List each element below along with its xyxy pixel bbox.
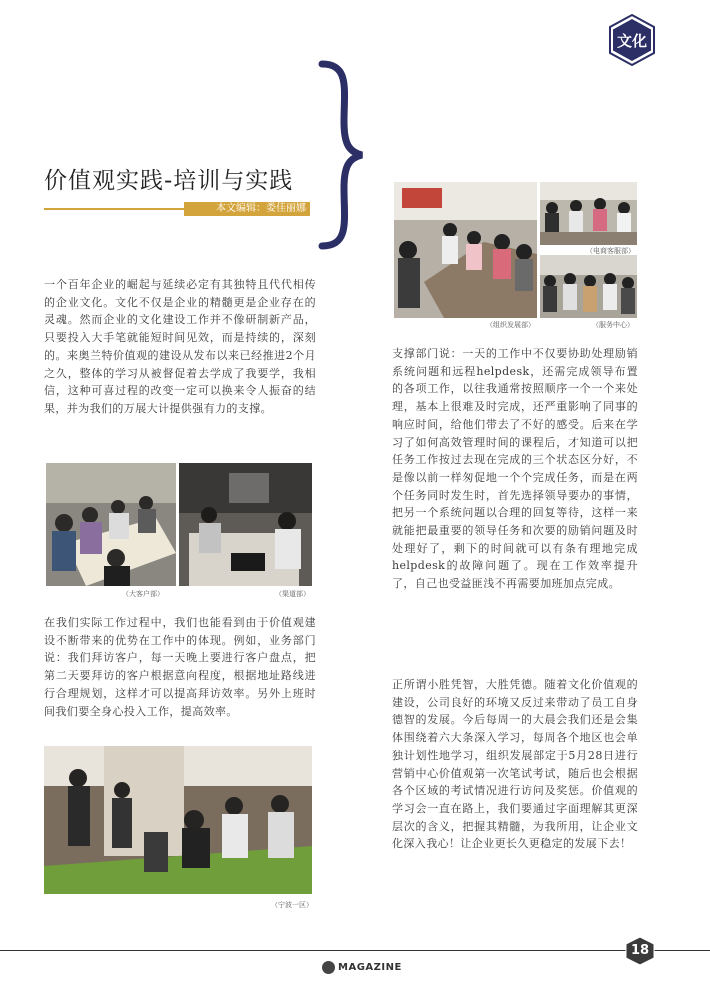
page-number-badge <box>624 936 656 966</box>
page-number: 18 <box>630 943 650 958</box>
caption-org-dev-dept: （组织发展部） <box>486 321 535 329</box>
caption-ecommerce-cs-dept: （电商客服部） <box>586 247 635 255</box>
right-paragraph-2: 正所谓小胜凭智，大胜凭德。随着文化价值观的建设，公司良好的环境又反过来带动了员工自身德智的发展。今后每周一的大晨会我们还是会集体围绕着六大条深入学习，每周各个地区也会单独计划性地学习，组织发展部定于5月28日进行营销中心价值观第一次笔试考试，随后也会根据各个区域的考试情况进行访问及奖惩。价值观的学习会一直在路上，我们要通过字面理解其更深层次的含义，把握其精髓，为我所用，让企业文化深入我心！让企业更长久更稳定的发展下去！ <box>392 678 638 851</box>
editor-bar <box>44 202 310 216</box>
photo-big-client-dept <box>46 463 176 586</box>
left-paragraph-2: 在我们实际工作过程中，我们也能看到由于价值观建设不断带来的优势在工作中的体现。例如，业务部门说：我们拜访客户，每一天晚上要进行客户盘点，把第二天要拜访的客户根据意向程度，根据地址路线进行合理规划，这样才可以提高拜访效率。另外上班时间我们要全身心投入工作，提高效率。 <box>44 616 316 718</box>
footer-divider <box>0 950 710 951</box>
magazine-wordmark: MAGAZINE <box>338 961 402 973</box>
photo-ningbo-district <box>44 746 312 894</box>
photo-service-center <box>540 255 637 318</box>
caption-channel-dept: （渠道部） <box>275 590 310 598</box>
photo-ecommerce-cs-dept <box>540 182 637 245</box>
photo-org-dev-dept <box>394 182 537 318</box>
caption-big-client-dept: （大客户部） <box>122 590 164 598</box>
caption-service-center: （服务中心） <box>592 321 634 329</box>
globe-icon <box>322 961 335 974</box>
left-paragraph-1: 一个百年企业的崛起与延续必定有其独特且代代相传的企业文化。文化不仅是企业的精髓更是企业存在的灵魂。然而企业的文化建设工作并不像研制新产品，只要投入大手笔就能短时间见效，而是持续的，深刻的。来奥兰特价值观的建设从发布以来已经推进2个月之久，整体的学习从被督促着去学成了我要学，我相信，这种可喜过程的改变一定可以换来令人振奋的结果，并为我们的万展大计提供强有力的支撑。 <box>44 278 316 415</box>
article-title: 价值观实践-培训与实践 <box>44 168 294 194</box>
section-badge <box>608 14 656 66</box>
magazine-logo <box>322 960 402 974</box>
brace-decoration <box>316 60 368 250</box>
photo-channel-dept <box>179 463 312 586</box>
caption-ningbo-district: （宁波一区） <box>271 901 313 909</box>
editor-credit: 本文编辑：娄佳丽娜 <box>184 202 310 216</box>
right-paragraph-1: 支撑部门说：一天的工作中不仅要协助处理励销系统问题和远程helpdesk，还需完成领导布置的各项工作，以往我通常按照顺序一个一个来处理，基本上很难及时完成，还严重影响了同事的响应时间，给他们带去了不好的感受。后来在学习了如何高效管理时间的课程后，才知道可以把任务工作按过去现在完成的三个状态区分好，不是像以前一样匆促地一个个完成任务，而是在两个任务同时发生时，首先选择领导要办的事情，把另一个系统问题以合理的回复等待，这样一来就能把最重要的领导任务和次要的励销问题及时处理好了，剩下的时间就可以有条有理地完成helpdesk的故障问题了。现在工作效率提升了，自己也受益匪浅不再需要加班加点完成。 <box>392 347 638 591</box>
editor-divider <box>44 208 184 210</box>
section-badge-label: 文化 <box>616 32 647 50</box>
